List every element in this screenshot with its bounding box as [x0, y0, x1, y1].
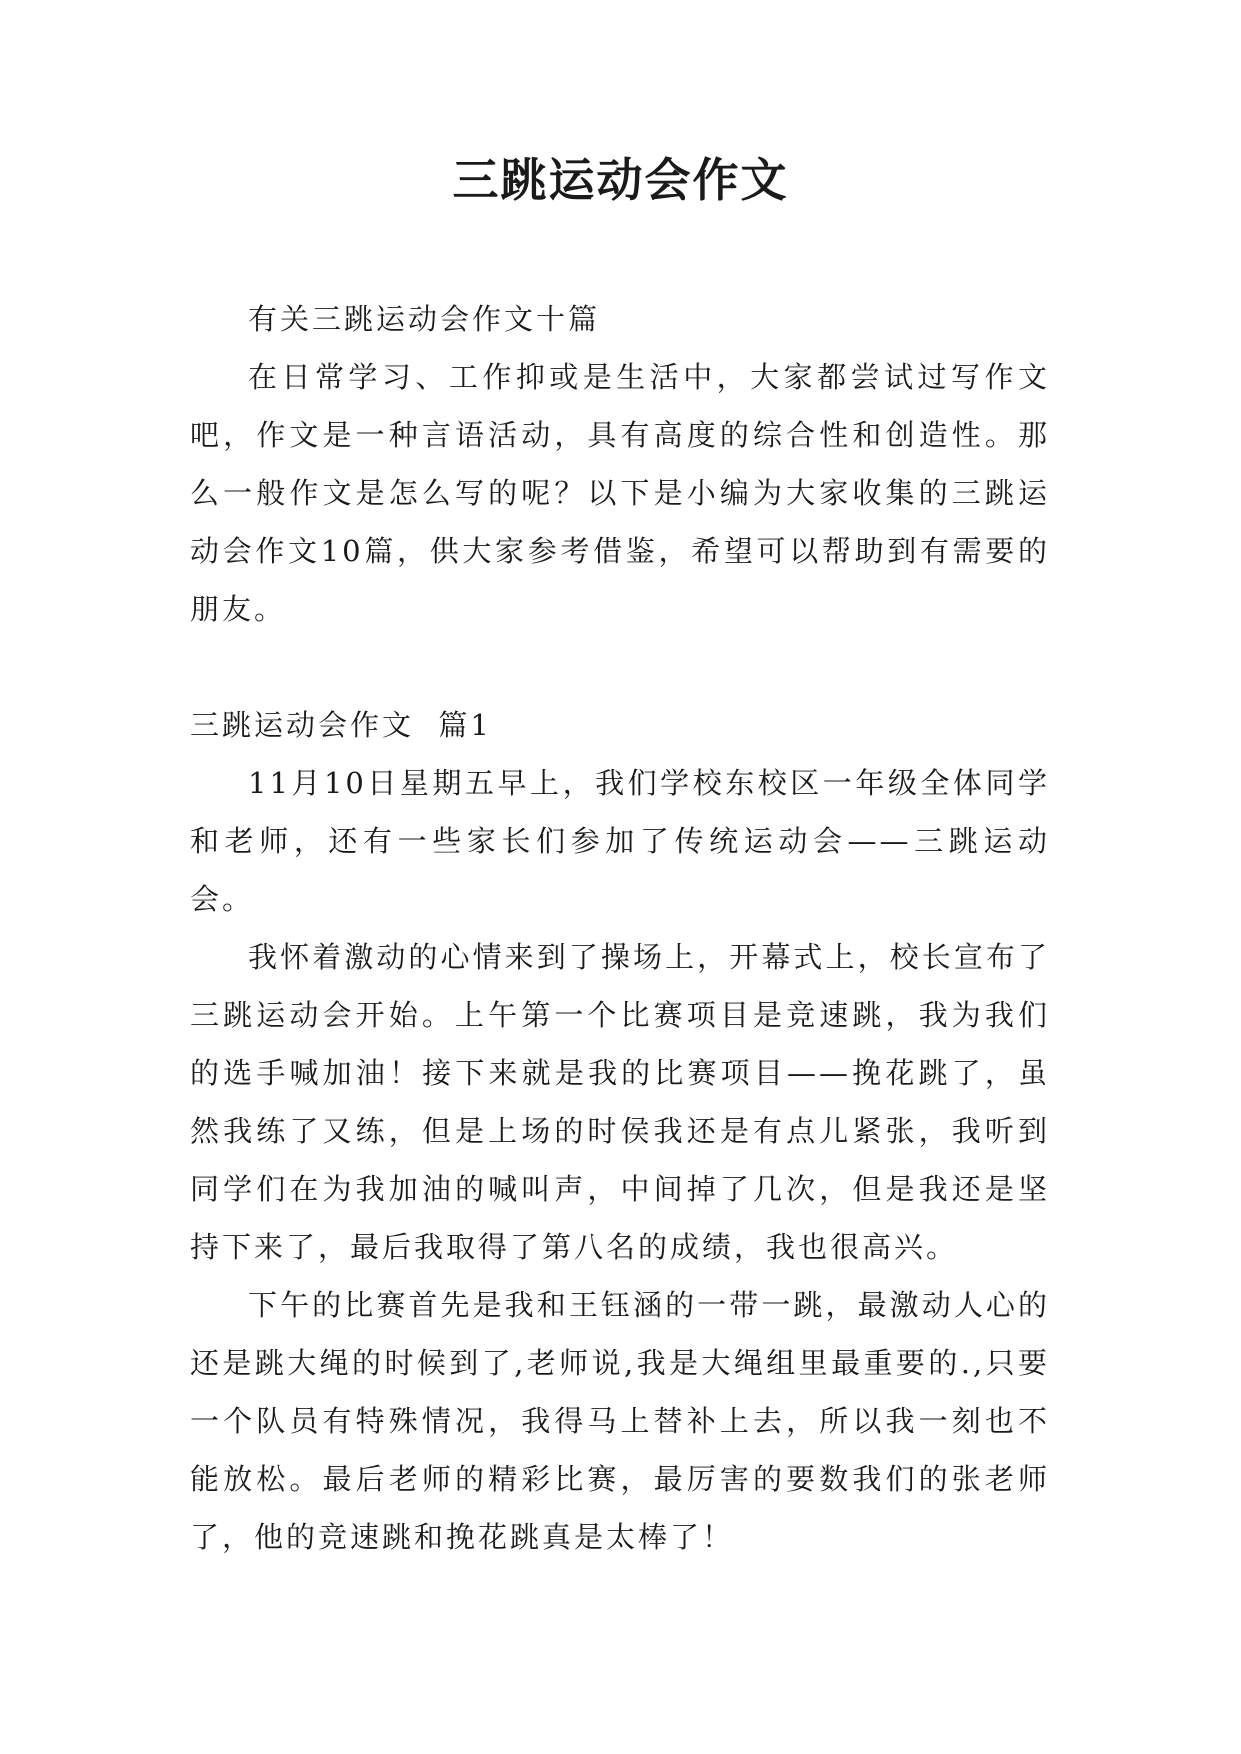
section-heading: 三跳运动会作文 篇1 — [190, 708, 492, 742]
document-body — [190, 290, 1050, 1566]
document-subtitle: 有关三跳运动会作文十篇 — [248, 302, 601, 336]
document-title: 三跳运动会作文 — [452, 153, 789, 207]
section-spacer — [190, 638, 1050, 696]
body-paragraph-1: 11月10日星期五早上，我们学校东校区一年级全体同学和老师，还有一些家长们参加了传统运动会——三跳运动会。 — [190, 766, 1050, 916]
body-paragraph-3: 下午的比赛首先是我和王钰涵的一带一跳，最激动人心的还是跳大绳的时候到了,老师说,我是大绳组里最重要的.,只要一个队员有特殊情况，我得马上替补上去，所以我一刻也不能放松。最后老师的精彩比赛，最厉害的要数我们的张老师了，他的竞速跳和挽花跳真是太棒了！ — [190, 1288, 1050, 1554]
body-paragraph-2: 我怀着激动的心情来到了操场上，开幕式上，校长宣布了三跳运动会开始。上午第一个比赛项目是竞速跳，我为我们的选手喊加油！接下来就是我的比赛项目——挽花跳了，虽然我练了又练，但是上场的时侯我还是有点儿紧张，我听到同学们在为我加油的喊叫声，中间掉了几次，但是我还是坚持下来了，最后我取得了第八名的成绩，我也很高兴。 — [190, 940, 1050, 1264]
intro-paragraph: 在日常学习、工作抑或是生活中，大家都尝试过写作文吧，作文是一种言语活动，具有高度的综合性和创造性。那么一般作文是怎么写的呢？以下是小编为大家收集的三跳运动会作文10篇，供大家参考借鉴，希望可以帮助到有需要的朋友。 — [190, 360, 1050, 626]
